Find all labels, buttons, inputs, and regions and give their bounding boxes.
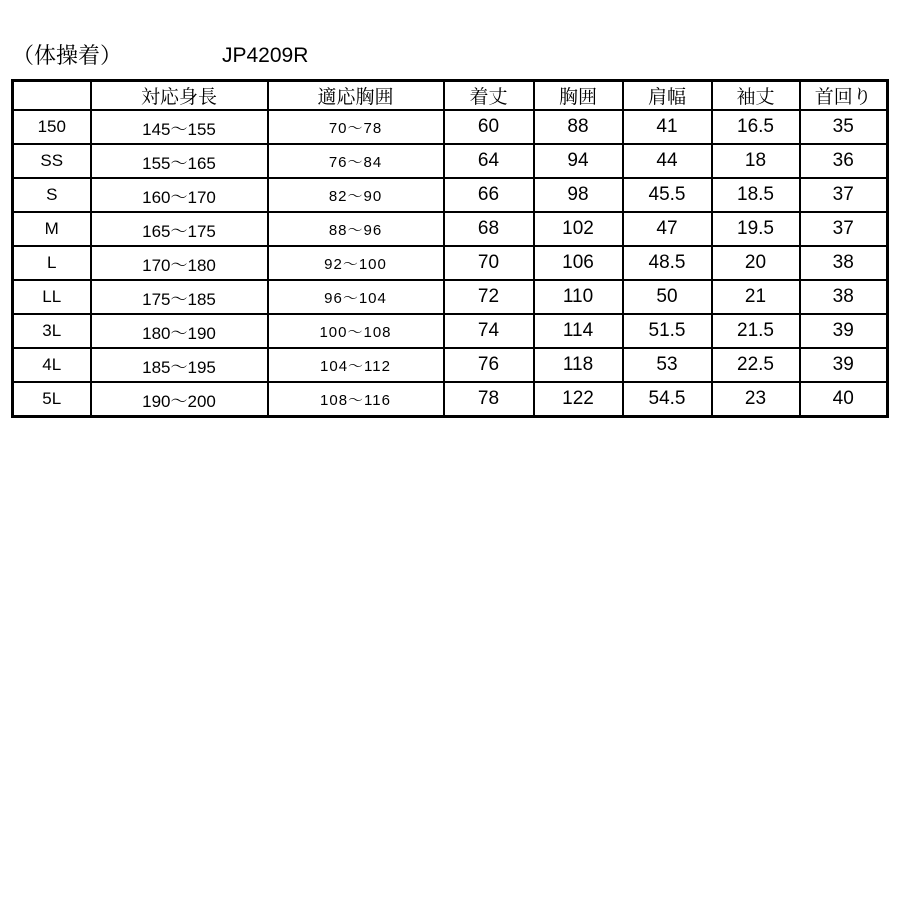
- body-length-cell: 64: [444, 144, 534, 178]
- header-chest: 胸囲: [534, 81, 623, 111]
- header-chest-fit-range: 適応胸囲: [268, 81, 444, 111]
- shoulder-width-cell: 53: [623, 348, 712, 382]
- height-range-cell: 155～165: [91, 144, 268, 178]
- sleeve-length-cell: 16.5: [712, 110, 800, 144]
- chest-cell: 114: [534, 314, 623, 348]
- neck-cell: 37: [800, 178, 888, 212]
- body-length-cell: 72: [444, 280, 534, 314]
- height-range-cell: 180～190: [91, 314, 268, 348]
- height-range-cell: 175～185: [91, 280, 268, 314]
- body-length-cell: 76: [444, 348, 534, 382]
- table-row: [13, 144, 888, 178]
- sleeve-length-cell: 19.5: [712, 212, 800, 246]
- height-range-cell: 165～175: [91, 212, 268, 246]
- chest-fit-range-cell: 82～90: [268, 178, 444, 212]
- header-size: [13, 81, 91, 111]
- chest-cell: 88: [534, 110, 623, 144]
- size-cell: 3L: [13, 314, 91, 348]
- size-chart-caption: [12, 40, 512, 72]
- chest-cell: 102: [534, 212, 623, 246]
- sleeve-length-cell: 20: [712, 246, 800, 280]
- size-cell: L: [13, 246, 91, 280]
- garment-category: （体操着）: [12, 43, 123, 68]
- table-row: [13, 212, 888, 246]
- body-length-cell: 66: [444, 178, 534, 212]
- neck-cell: 35: [800, 110, 888, 144]
- header-row: [13, 81, 888, 111]
- chest-cell: 94: [534, 144, 623, 178]
- sleeve-length-cell: 21: [712, 280, 800, 314]
- size-cell: M: [13, 212, 91, 246]
- size-cell: 150: [13, 110, 91, 144]
- chest-cell: 106: [534, 246, 623, 280]
- shoulder-width-cell: 47: [623, 212, 712, 246]
- chest-cell: 118: [534, 348, 623, 382]
- sleeve-length-cell: 18.5: [712, 178, 800, 212]
- neck-cell: 39: [800, 348, 888, 382]
- chest-fit-range-cell: 100～108: [268, 314, 444, 348]
- chest-fit-range-cell: 88～96: [268, 212, 444, 246]
- table-row: [13, 314, 888, 348]
- header-body-length: 着丈: [444, 81, 534, 111]
- shoulder-width-cell: 45.5: [623, 178, 712, 212]
- header-neck: 首回り: [800, 81, 888, 111]
- size-chart-table: [11, 79, 889, 418]
- neck-cell: 40: [800, 382, 888, 417]
- neck-cell: 37: [800, 212, 888, 246]
- neck-cell: 38: [800, 246, 888, 280]
- sleeve-length-cell: 23: [712, 382, 800, 417]
- body-length-cell: 60: [444, 110, 534, 144]
- neck-cell: 38: [800, 280, 888, 314]
- shoulder-width-cell: 51.5: [623, 314, 712, 348]
- neck-cell: 39: [800, 314, 888, 348]
- sleeve-length-cell: 21.5: [712, 314, 800, 348]
- table-row: [13, 246, 888, 280]
- body-length-cell: 68: [444, 212, 534, 246]
- sleeve-length-cell: 22.5: [712, 348, 800, 382]
- size-cell: 4L: [13, 348, 91, 382]
- chest-fit-range-cell: 104～112: [268, 348, 444, 382]
- neck-cell: 36: [800, 144, 888, 178]
- shoulder-width-cell: 44: [623, 144, 712, 178]
- body-length-cell: 74: [444, 314, 534, 348]
- body-length-cell: 70: [444, 246, 534, 280]
- model-number: JP4209R: [222, 44, 309, 67]
- table-row: [13, 178, 888, 212]
- shoulder-width-cell: 41: [623, 110, 712, 144]
- size-cell: S: [13, 178, 91, 212]
- size-cell: LL: [13, 280, 91, 314]
- shoulder-width-cell: 54.5: [623, 382, 712, 417]
- chest-fit-range-cell: 96～104: [268, 280, 444, 314]
- chest-cell: 122: [534, 382, 623, 417]
- header-height-range: 対応身長: [91, 81, 268, 111]
- chest-fit-range-cell: 76～84: [268, 144, 444, 178]
- chest-cell: 110: [534, 280, 623, 314]
- chest-fit-range-cell: 70～78: [268, 110, 444, 144]
- table-row: [13, 110, 888, 144]
- height-range-cell: 185～195: [91, 348, 268, 382]
- height-range-cell: 170～180: [91, 246, 268, 280]
- height-range-cell: 145～155: [91, 110, 268, 144]
- table-row: [13, 382, 888, 417]
- sleeve-length-cell: 18: [712, 144, 800, 178]
- chest-fit-range-cell: 92～100: [268, 246, 444, 280]
- body-length-cell: 78: [444, 382, 534, 417]
- size-cell: 5L: [13, 382, 91, 417]
- shoulder-width-cell: 50: [623, 280, 712, 314]
- chest-cell: 98: [534, 178, 623, 212]
- height-range-cell: 190～200: [91, 382, 268, 417]
- header-shoulder-width: 肩幅: [623, 81, 712, 111]
- table-row: [13, 348, 888, 382]
- shoulder-width-cell: 48.5: [623, 246, 712, 280]
- table-row: [13, 280, 888, 314]
- height-range-cell: 160～170: [91, 178, 268, 212]
- header-sleeve-length: 袖丈: [712, 81, 800, 111]
- chest-fit-range-cell: 108～116: [268, 382, 444, 417]
- size-cell: SS: [13, 144, 91, 178]
